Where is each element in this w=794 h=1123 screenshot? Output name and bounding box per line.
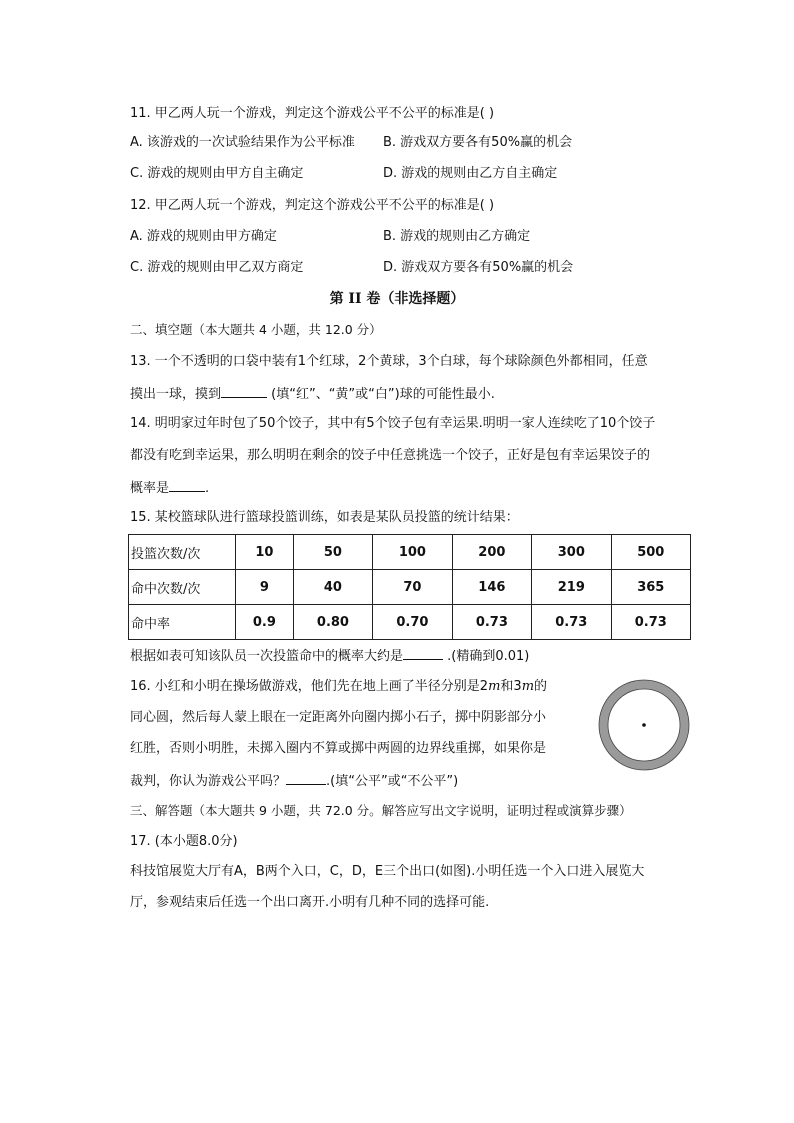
q16-line-1 [130,677,547,697]
q13-answer-blank[interactable] [221,383,267,398]
q13-text-after-blank: (填“红”、“黄”或“白”)球的可能性最小. [267,387,495,402]
table-cell: 0.70 [373,605,452,640]
q11-option-c: C. 游戏的规则由甲方自主确定 [130,166,304,181]
section-fill-blank-heading: 二、填空题（本大题共 4 小题，共 12.0 分） [130,322,382,337]
table-cell: 9 [236,570,294,605]
q16-line-2: 同心圆，然后每人蒙上眼在一定距离外向圈内掷小石子，掷中阴影部分小 [130,710,547,725]
q16-text-3: 的 [534,679,548,694]
table-row [129,535,691,570]
q14-line-2: 都没有吃到幸运果，那么明明在剩余的饺子中任意挑选一个饺子，正好是包有幸运果饺子的 [130,448,651,463]
q16-text-2: 和3 [500,679,522,694]
table-cell: 365 [611,570,690,605]
q13-line-2 [130,383,495,405]
q14-text-after-blank: . [205,481,210,496]
q13-text-before-blank: 摸出一球，摸到 [130,387,222,402]
table-cell: 0.73 [611,605,690,640]
table-row [129,570,691,605]
q12-option-b: B. 游戏的规则由乙方确定 [383,229,531,244]
table-cell: 0.9 [236,605,294,640]
q12-stem: 12. 甲乙两人玩一个游戏，判定这个游戏公平不公平的标准是( ) [130,198,495,213]
table-cell: 200 [452,535,531,570]
q15-answer-blank[interactable] [403,645,443,660]
q12-option-d: D. 游戏双方要各有50%赢的机会 [383,260,574,275]
q16-line-4 [130,770,458,792]
q16-answer-blank[interactable] [286,770,326,785]
q14-text-before-blank: 概率是 [130,481,170,496]
concentric-circles-diagram [598,679,690,771]
unit-meter-1: m [488,679,501,694]
q14-line-1: 14. 明明家过年时包了50个饺子，其中有5个饺子包有幸运果.明明一家人连续吃了10个饺子 [130,416,656,431]
q16-text-1: 16. 小红和小明在操场做游戏，他们先在地上画了半径分别是2 [130,679,489,694]
table-row [129,605,691,640]
table-cell: 146 [452,570,531,605]
q11-option-b: B. 游戏双方要各有50%赢的机会 [383,135,573,150]
q16-text-before-blank: 裁判，你认为游戏公平吗？ [130,774,287,789]
table-cell: 100 [373,535,452,570]
table-cell: 50 [293,535,372,570]
table-cell: 219 [532,570,611,605]
q11-stem: 11. 甲乙两人玩一个游戏，判定这个游戏公平不公平的标准是( ) [130,106,495,121]
q15-text-after-blank: .(精确到0.01) [443,649,530,664]
q13-line-1: 13. 一个不透明的口袋中装有1个红球，2个黄球，3个白球，每个球除颜色外都相同，任意 [130,354,648,369]
table-cell: 300 [532,535,611,570]
q12-option-c: C. 游戏的规则由甲乙双方商定 [130,260,304,275]
row-header: 投篮次数/次 [129,535,236,570]
table-cell: 70 [373,570,452,605]
q14-answer-blank[interactable] [169,477,205,492]
q17-line-1: 科技馆展览大厅有A，B两个入口，C，D，E三个出口(如图).小明任选一个入口进入展览大 [130,864,645,879]
row-header: 命中次数/次 [129,570,236,605]
q17-stem: 17. (本小题8.0分) [130,834,238,849]
center-point [642,723,646,727]
q15-stem: 15. 某校篮球队进行篮球投篮训练，如表是某队员投篮的统计结果： [130,510,519,525]
row-header: 命中率 [129,605,236,640]
table-cell: 0.73 [532,605,611,640]
q16-text-after-blank: .(填“公平”或“不公平”) [326,774,459,789]
q16-line-3: 红胜，否则小明胜，未掷入圈内不算或掷中两圆的边界线重掷，如果你是 [130,741,547,756]
table-cell: 0.73 [452,605,531,640]
q12-option-a: A. 游戏的规则由甲方确定 [130,229,277,244]
part-two-title: 第 II 卷（非选择题） [329,291,465,307]
table-cell: 0.80 [293,605,372,640]
table-cell: 40 [293,570,372,605]
section-answer-heading: 三、解答题（本大题共 9 小题，共 72.0 分。解答应写出文字说明，证明过程或演算步骤） [130,803,632,818]
unit-meter-2: m [521,679,535,694]
q17-line-2: 厅，参观结束后任选一个出口离开.小明有几种不同的选择可能. [130,895,490,910]
q11-option-a: A. 该游戏的一次试验结果作为公平标准 [130,135,355,150]
q11-option-d: D. 游戏的规则由乙方自主确定 [383,166,558,181]
shooting-stats-table [128,534,691,640]
q14-line-3 [130,477,209,499]
table-cell: 500 [611,535,690,570]
q15-followup [130,645,529,667]
table-cell: 10 [236,535,294,570]
q15-text-before-blank: 根据如表可知该队员一次投篮命中的概率大约是 [130,649,404,664]
